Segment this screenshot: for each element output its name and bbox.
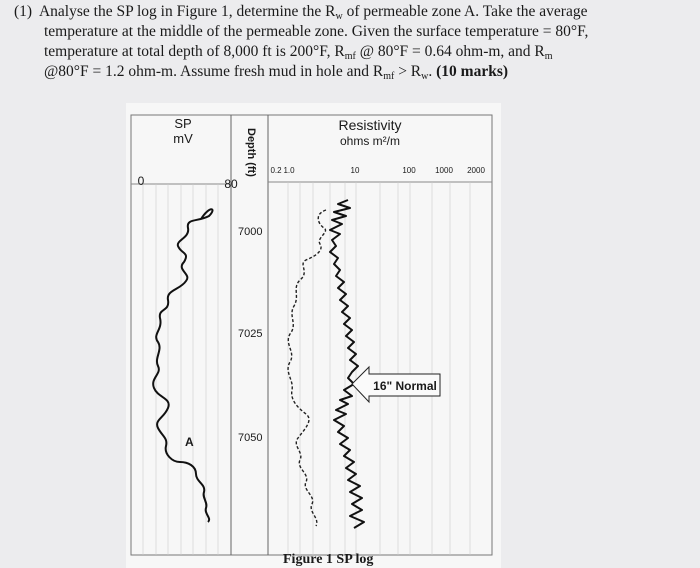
question-line3a: temperature at total depth of 8,000 ft is 200°F, R: [44, 43, 345, 60]
res-tick-label: 1000: [435, 166, 453, 175]
sub-w: w: [335, 11, 343, 22]
sp-unit: mV: [173, 131, 193, 146]
sp-title: SP: [174, 116, 192, 131]
question-number: (1): [14, 3, 33, 20]
res-tick-label: 2000: [467, 166, 485, 175]
figure-caption: Figure 1 SP log: [283, 552, 374, 567]
res-tick-label: 10: [350, 166, 360, 175]
depth-label: 7025: [238, 328, 263, 340]
question-line4c: .: [428, 63, 437, 80]
depth-label: 7000: [238, 226, 263, 238]
depth-title: Depth (ft): [245, 128, 257, 177]
sp-curve: [153, 209, 212, 522]
res-unit: ohms m²/m: [340, 134, 400, 148]
res-dashed-curve: [288, 210, 326, 526]
res-tick-label: 100: [402, 166, 416, 175]
figure-frame: [131, 115, 492, 555]
sp-scale: 80: [224, 177, 238, 191]
sp-zero: 0: [137, 174, 145, 188]
question-line4b: > R: [394, 63, 422, 80]
res-tick-label: 0.2: [270, 166, 282, 175]
question-line1: Analyse the SP log in Figure 1, determine the R: [38, 3, 336, 20]
question-line1b: of permeable zone A. Take the average: [342, 3, 588, 20]
marks-label: (10 marks): [436, 63, 509, 80]
res-normal-curve: [330, 200, 364, 528]
sub-mf-2: mf: [383, 71, 395, 82]
res-tick-label: 1.0: [283, 166, 295, 175]
normal-callout-label: 16" Normal: [373, 379, 437, 393]
sub-w-2: w: [421, 71, 429, 82]
depth-label: 7050: [238, 432, 263, 444]
res-grid: [288, 182, 470, 555]
sub-m: m: [544, 51, 553, 62]
zone-a-label: A: [185, 435, 194, 449]
sub-mf: mf: [344, 51, 356, 62]
question-line2: temperature at the middle of the permeable zone. Given the surface temperature = 80°F,: [44, 23, 589, 40]
question-line4a: @80°F = 1.2 ohm-m. Assume fresh mud in hole and R: [44, 63, 384, 80]
res-title: Resistivity: [338, 117, 402, 133]
res-tick-labels: [270, 166, 485, 175]
depth-labels: [237, 225, 266, 445]
question-line3b: @ 80°F = 0.64 ohm-m, and R: [355, 43, 545, 60]
